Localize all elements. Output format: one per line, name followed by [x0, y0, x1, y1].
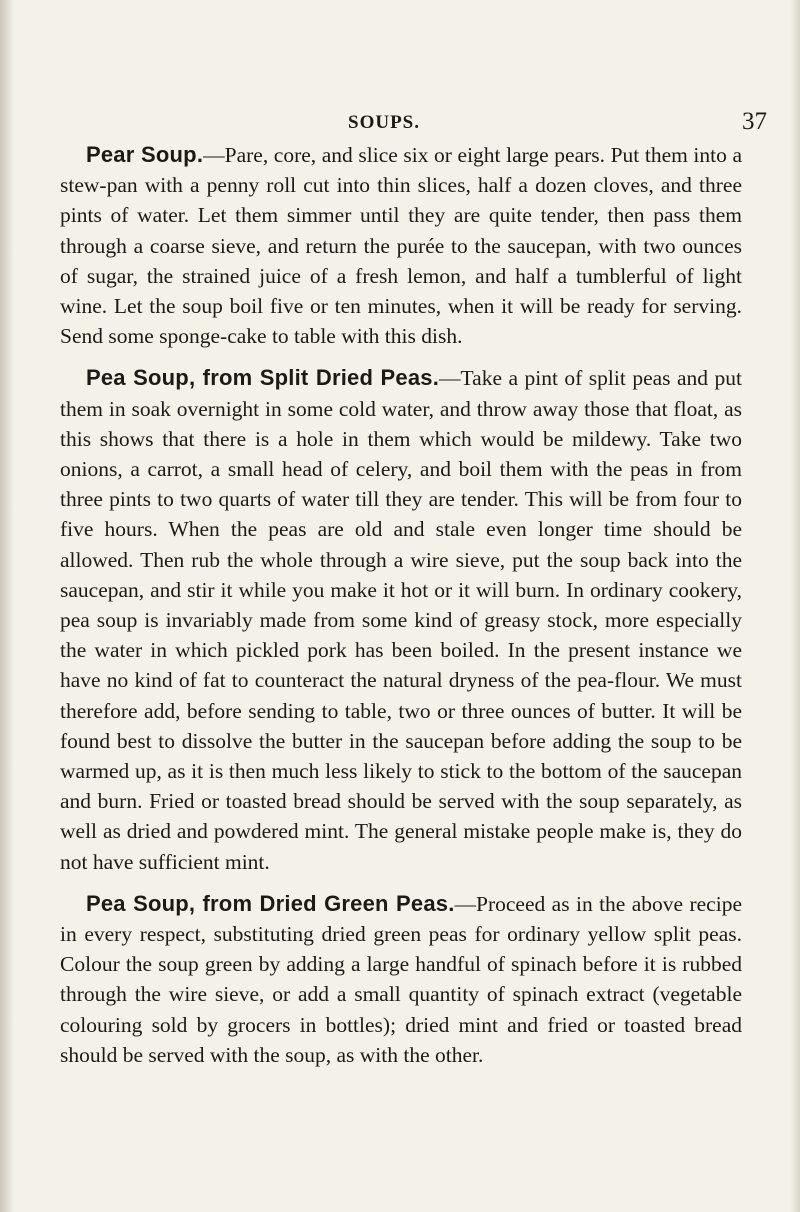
- recipe-text: —Pare, core, and slice six or eight large pears. Put them into a stew-pan with a penny roll cut into thin slices, half a dozen cloves, and three pints of water. Let them simmer until they are quite tender, then pass them through a coarse sieve, and return the purée to the saucepan, with two ounces of sugar, the strained juice of a fresh lemon, and half a tumblerful of light wine. Let the soup boil five or ten minutes, when it will be ready for serving. Send some sponge-cake to table with this dish.: [60, 143, 743, 349]
- recipe-text: —Proceed as in the above recipe in every respect, substituting dried green peas for ordinary yellow split peas. Colour the soup green by adding a large handful of spinach before it is rubbed through the wire sieve, or add a small quantity of spinach extract (vegetable colouring sold by grocers in bottles); dried mint and fried or toasted bread should be served with the soup, as with the other.: [60, 891, 742, 1067]
- recipe-pear-soup: [60, 140, 742, 351]
- recipe-text: —Take a pint of split peas and put them in soak overnight in some cold water, and throw away those that float, as this shows that there is a hole in them which would be mildewy. Take two onions, a carrot, a small head of celery, and boil them with the peas in from three pints to two quarts of water till they are tender. This will be from four to five hours. When the peas are old and stale even longer time should be allowed. Then rub the whole through a wire sieve, put the soup back into the saucepan, and stir it while you make it hot or it will burn. In ordinary cookery, pea soup is invariably made from some kind of greasy stock, more especially the water in which pickled pork has been boiled. In the present instance we have no kind of fat to counteract the natural dryness of the pea-flour. We must therefore add, before sending to table, two or three ounces of butter. It will be found best to dissolve the butter in the saucepan before adding the soup to be warmed up, as it is then much less likely to stick to the bottom of the saucepan and burn. Fried or toasted bread should be served with the soup separately, as well as dried and powdered mint. The general mistake people make is, they do not have sufficient mint.: [60, 366, 742, 874]
- recipe-title: Pea Soup, from Split Dried Peas.: [86, 365, 440, 391]
- page-edge: [790, 0, 800, 1212]
- running-head: SOUPS.: [348, 112, 420, 133]
- page-header: [0, 108, 800, 138]
- binding-shadow: [0, 0, 14, 1212]
- recipe-title: Pea Soup, from Dried Green Peas.: [86, 890, 455, 916]
- page-number: 37: [742, 108, 767, 135]
- recipe-title: Pear Soup.: [86, 142, 204, 167]
- recipe-pea-soup-green-peas: [60, 889, 742, 1070]
- recipe-pea-soup-split-peas: [60, 363, 742, 876]
- page-body: [60, 140, 742, 1082]
